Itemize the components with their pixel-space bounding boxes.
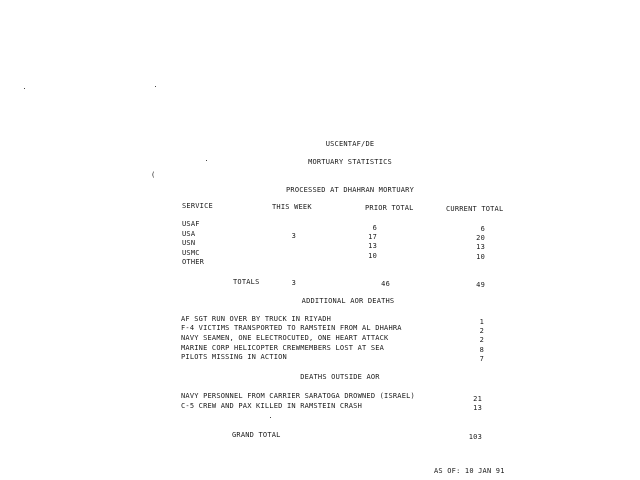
row-service: USAF: [182, 220, 200, 228]
scan-speck: [155, 86, 156, 87]
row-current-total: 13: [476, 243, 485, 251]
scan-speck: [24, 88, 25, 89]
item-description: NAVY SEAMEN, ONE ELECTROCUTED, ONE HEART ATTACK: [181, 334, 389, 342]
item-description: MARINE CORP HELICOPTER CREWMEMBERS LOST AT SEA: [181, 344, 385, 352]
row-this-week: 3: [291, 232, 296, 240]
row-service: USN: [182, 239, 196, 247]
grand-total-value: 103: [468, 433, 482, 441]
item-count: 13: [473, 404, 482, 412]
item-count: 8: [479, 346, 484, 354]
document-title: MORTUARY STATISTICS: [308, 158, 392, 166]
item-count: 7: [479, 355, 484, 363]
totals-prior-total: 46: [381, 280, 390, 288]
scan-speck: [270, 417, 271, 418]
row-prior-total: 13: [368, 242, 377, 250]
totals-label: TOTALS: [233, 278, 260, 286]
additional-deaths-heading: ADDITIONAL AOR DEATHS: [301, 297, 395, 305]
item-description: AF SGT RUN OVER BY TRUCK IN RIYADH: [181, 315, 332, 323]
row-current-total: 20: [476, 234, 485, 242]
item-description: NAVY PERSONNEL FROM CARRIER SARATOGA DROWNED (ISRAEL): [181, 392, 415, 400]
row-prior-total: 17: [368, 233, 377, 241]
row-prior-total: 10: [368, 252, 377, 260]
column-header-this-week: THIS WEEK: [272, 203, 312, 211]
as-of-date: AS OF: 10 JAN 91: [434, 467, 505, 475]
item-count: 1: [479, 318, 484, 326]
row-service: USA: [182, 230, 196, 238]
item-count: 2: [479, 336, 484, 344]
column-header-current-total: CURRENT TOTAL: [446, 205, 504, 213]
deaths-outside-aor-heading: DEATHS OUTSIDE AOR: [300, 373, 380, 381]
column-header-prior-total: PRIOR TOTAL: [365, 204, 414, 212]
totals-current-total: 49: [476, 281, 485, 289]
item-count: 2: [479, 327, 484, 335]
item-description: F-4 VICTIMS TRANSPORTED TO RAMSTEIN FROM AL DHAHRA: [181, 324, 402, 332]
document-subtitle: PROCESSED AT DHAHRAN MORTUARY: [285, 186, 415, 194]
row-service: OTHER: [182, 258, 205, 266]
row-current-total: 6: [480, 225, 485, 233]
item-description: PILOTS MISSING IN ACTION: [181, 353, 287, 361]
row-prior-total: 6: [372, 224, 377, 232]
org-header: USCENTAF/DE: [325, 140, 375, 148]
row-service: USMC: [182, 249, 200, 257]
scan-mark: (: [151, 171, 156, 179]
column-header-service: SERVICE: [182, 202, 213, 210]
scan-speck: [206, 160, 207, 161]
totals-this-week: 3: [291, 279, 296, 287]
row-current-total: 10: [476, 253, 485, 261]
item-description: C-5 CREW AND PAX KILLED IN RAMSTEIN CRASH: [181, 402, 362, 410]
item-count: 21: [473, 395, 482, 403]
grand-total-label: GRAND TOTAL: [232, 431, 281, 439]
